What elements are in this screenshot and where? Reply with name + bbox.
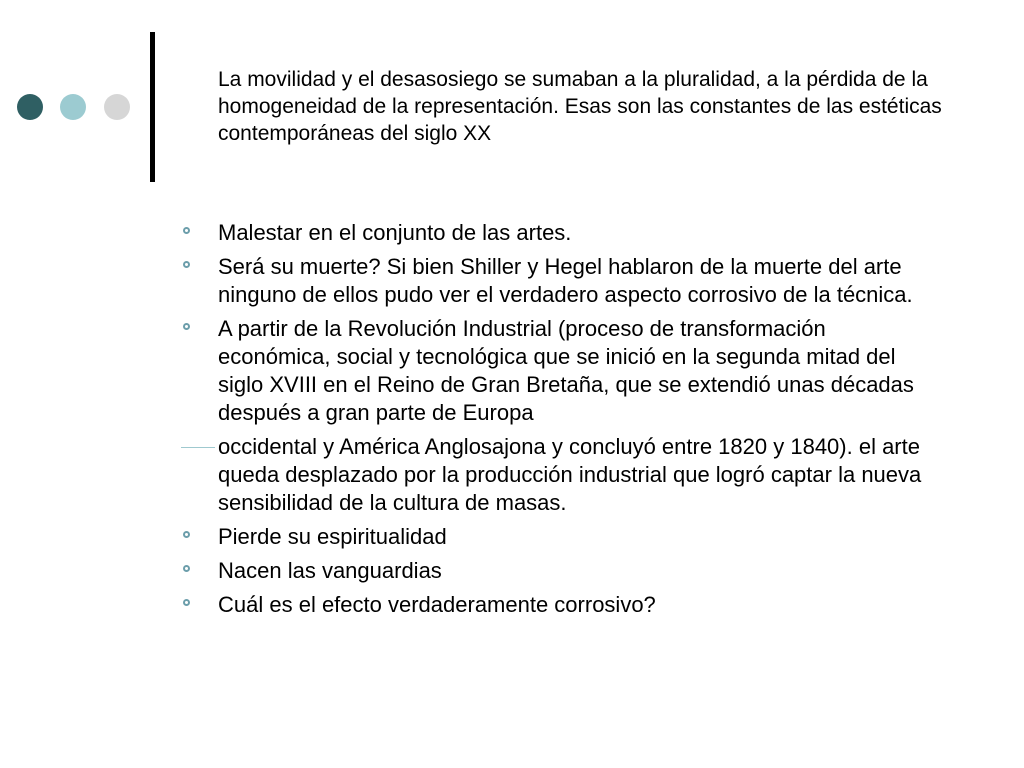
bullet-text: Cuál es el efecto verdaderamente corrosivo? xyxy=(218,592,656,617)
bullet-item xyxy=(0,253,938,309)
decorative-dot-teal xyxy=(60,94,86,120)
title-divider-bar xyxy=(150,32,155,182)
bullet-item xyxy=(0,557,938,585)
bullet-text: Será su muerte? Si bien Shiller y Hegel hablaron de la muerte del arte ninguno de ellos pudo ver el verdadero aspecto corrosivo de la técnica. xyxy=(218,254,913,307)
bullet-item xyxy=(0,315,938,427)
bullet-text: Nacen las vanguardias xyxy=(218,558,442,583)
bullet-item xyxy=(0,523,938,551)
bullet-circle-icon xyxy=(183,599,190,606)
bullet-item xyxy=(0,219,938,247)
bullet-circle-icon xyxy=(183,227,190,234)
bullet-text: Malestar en el conjunto de las artes. xyxy=(218,220,572,245)
bullet-circle-icon xyxy=(183,531,190,538)
continuation-paragraph xyxy=(0,433,938,517)
bullet-circle-icon xyxy=(183,323,190,330)
bullet-circle-icon xyxy=(183,261,190,268)
slide-body xyxy=(0,219,1024,625)
continuation-line xyxy=(181,447,215,448)
slide-title: La movilidad y el desasosiego se sumaban a la pluralidad, a la pérdida de la homogeneidad de la representación. Esas son las constantes de las estéticas contemporáneas del siglo XX xyxy=(218,68,942,145)
bullet-text: Pierde su espiritualidad xyxy=(218,524,447,549)
bullet-text: A partir de la Revolución Industrial (proceso de transformación económica, social y tecnológica que se inició en la segunda mitad del siglo XVIII en el Reino de Gran Bretaña, que se extendió unas décadas después a gran parte de Europa xyxy=(218,316,914,425)
decorative-dot-gray xyxy=(104,94,130,120)
bullet-circle-icon xyxy=(183,565,190,572)
continuation-text: occidental y América Anglosajona y concluyó entre 1820 y 1840). el arte queda desplazado por la producción industrial que logró captar la nueva sensibilidad de la cultura de masas. xyxy=(218,434,922,515)
decorative-dot-dark xyxy=(17,94,43,120)
bullet-item xyxy=(0,591,938,619)
